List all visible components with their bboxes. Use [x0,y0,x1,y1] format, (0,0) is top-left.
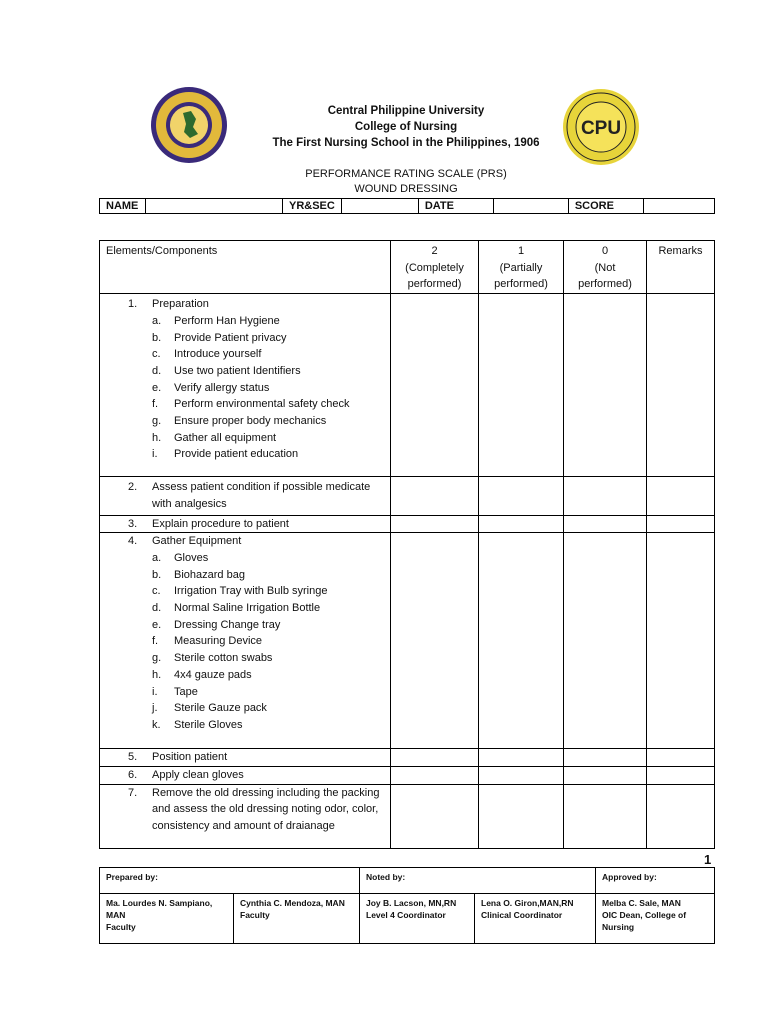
date-field[interactable] [493,199,568,214]
yrsec-label: YR&SEC [283,199,342,214]
step-4-subitems [128,550,384,734]
form-title: PERFORMANCE RATING SCALE (PRS) [305,168,507,180]
r1-subitem: i. Provide patient education [152,448,299,461]
step-3-score-0[interactable] [564,515,647,533]
right-seal-center-text: CPU [580,118,622,139]
col-1-num: 1 [517,245,525,257]
step-5-score-1[interactable] [479,749,564,767]
step-5-score-0[interactable] [564,749,647,767]
r1-subitem: b. Provide Patient privacy [152,331,287,344]
step-5-score-2[interactable] [391,749,479,767]
step-4: 4. Gather Equipment [128,535,242,548]
approver: Melba C. Sale, MAN OIC Dean, College of Nursing [596,894,715,944]
step-7: 7. Remove the old dressing including the packing and assess the old dressing noting odor, color, consistency and amount of draianage [128,786,380,833]
rating-table [99,240,715,849]
step-7-score-1[interactable] [479,784,564,848]
step-2-cell [100,477,391,515]
r4-subitem: d. Normal Saline Irrigation Bottle [152,602,321,615]
step-5: 5. Position patient [128,751,228,764]
step-3-score-2[interactable] [391,515,479,533]
date-label: DATE [418,199,493,214]
step-5-cell [100,749,391,767]
r4-subitem: c. Irrigation Tray with Bulb syringe [152,585,328,598]
step-1-score-0[interactable] [564,294,647,477]
approved-by-label: Approved by: [596,868,715,894]
name-field[interactable] [146,199,283,214]
col-1-desc: (Partially performed) [494,261,548,291]
step-6-remarks[interactable] [647,766,715,784]
procedure-title: WOUND DRESSING [354,183,458,195]
step-4-score-0[interactable] [564,533,647,749]
r1-subitem: h. Gather all equipment [152,431,277,444]
step-1-remarks[interactable] [647,294,715,477]
step-3-cell [100,515,391,533]
r1-subitem: d. Use two patient Identifiers [152,364,301,377]
noter-1: Joy B. Lacson, MN,RN Level 4 Coordinator [360,894,475,944]
r1-subitem: f. Perform environmental safety check [152,398,350,411]
step-6: 6. Apply clean gloves [128,768,244,781]
step-2-score-2[interactable] [391,477,479,515]
step-6-cell [100,766,391,784]
step-1-score-1[interactable] [479,294,564,477]
step-1-subitems [128,313,384,463]
step-7-score-0[interactable] [564,784,647,848]
page-number: 1 [704,852,712,867]
step-4-remarks[interactable] [647,533,715,749]
step-1-cell [100,294,391,477]
step-5-remarks[interactable] [647,749,715,767]
score-field[interactable] [643,199,714,214]
yrsec-field[interactable] [341,199,418,214]
step-7-cell [100,784,391,848]
r1-subitem: a. Perform Han Hygiene [152,314,280,327]
step-1-score-2[interactable] [391,294,479,477]
step-3-remarks[interactable] [647,515,715,533]
r4-subitem: f. Measuring Device [152,635,263,648]
signature-table [99,867,715,944]
step-2-remarks[interactable] [647,477,715,515]
step-1: 1. Preparation [128,298,209,311]
step-7-remarks[interactable] [647,784,715,848]
step-3: 3. Explain procedure to patient [128,517,289,530]
r4-subitem: j. Sterile Gauze pack [152,702,267,715]
remarks-header: Remarks [647,241,715,294]
student-info-table [99,198,715,214]
preparer-2: Cynthia C. Mendoza, MAN Faculty [234,894,360,944]
r4-subitem: i. Tape [152,685,198,698]
r4-subitem: k. Sterile Gloves [152,718,243,731]
col-1-header [479,241,564,294]
step-6-score-2[interactable] [391,766,479,784]
noted-by-label: Noted by: [360,868,596,894]
step-2-score-0[interactable] [564,477,647,515]
step-6-score-0[interactable] [564,766,647,784]
step-6-score-1[interactable] [479,766,564,784]
step-7-score-2[interactable] [391,784,479,848]
r4-subitem: e. Dressing Change tray [152,618,281,631]
preparer-1: Ma. Lourdes N. Sampiano, MAN Faculty [100,894,234,944]
college-name: College of Nursing [354,121,458,133]
step-2-score-1[interactable] [479,477,564,515]
col-0-header [564,241,647,294]
col-2-desc: (Completely performed) [405,261,464,291]
col-0-desc: (Not performed) [578,261,632,291]
step-2: 2. Assess patient condition if possible medicate with analgesics [128,481,371,510]
university-name: Central Philippine University [327,105,485,117]
score-label: SCORE [568,199,643,214]
step-4-score-1[interactable] [479,533,564,749]
r4-subitem: b. Biohazard bag [152,568,245,581]
step-3-score-1[interactable] [479,515,564,533]
tagline: The First Nursing School in the Philippines, 1906 [272,137,540,149]
name-label: NAME [100,199,146,214]
r4-subitem: h. 4x4 gauze pads [152,668,252,681]
r4-subitem: a. Gloves [152,551,209,564]
prepared-by-label: Prepared by: [100,868,360,894]
col-2-num: 2 [431,245,438,257]
r1-subitem: c. Introduce yourself [152,348,262,361]
r1-subitem: e. Verify allergy status [152,381,270,394]
step-4-score-2[interactable] [391,533,479,749]
col-0-num: 0 [601,245,609,257]
r1-subitem: g. Ensure proper body mechanics [152,415,327,428]
noter-2: Lena O. Giron,MAN,RN Clinical Coordinator [475,894,596,944]
step-4-cell [100,533,391,749]
elements-header: Elements/Components [100,241,391,294]
r4-subitem: g. Sterile cotton swabs [152,652,273,665]
col-2-header [391,241,479,294]
